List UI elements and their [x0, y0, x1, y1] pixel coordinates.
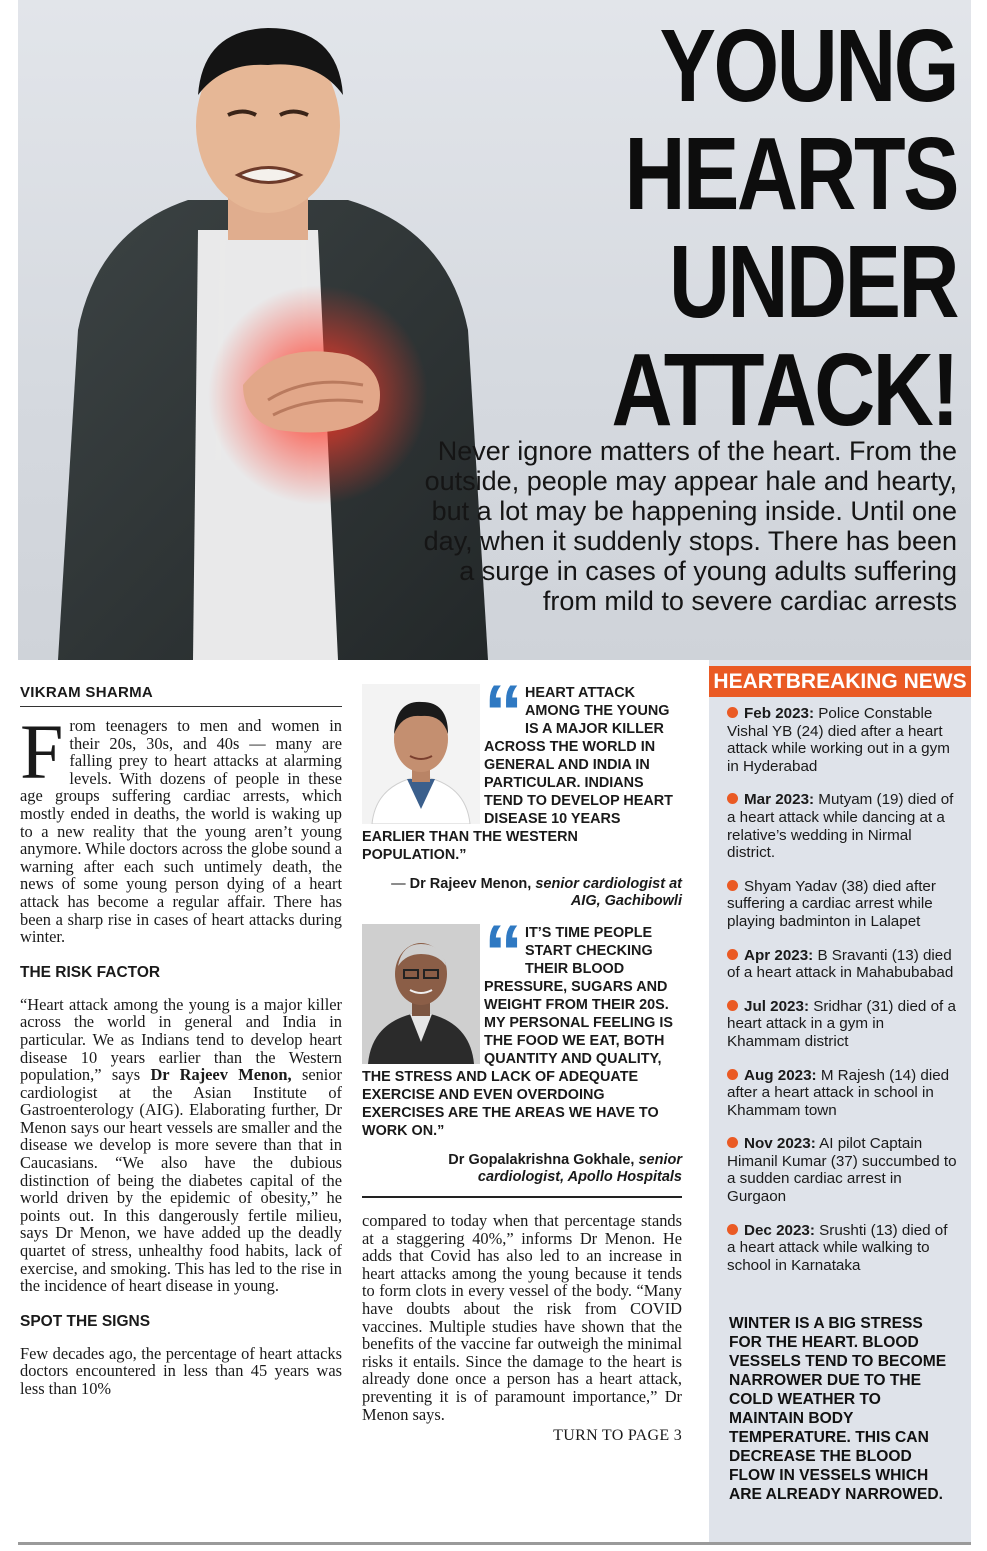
item-text: Mutyam (19) died of a heart attack while dancing at a relative’s wedding in Nirmal district.	[727, 791, 954, 862]
headline-line-3: UNDER	[668, 224, 957, 339]
dr-gopalakrishna-gokhale-portrait	[362, 924, 480, 1064]
page-bottom-rule	[18, 1542, 971, 1545]
intro-text: rom teenagers to men and women in their 20s, 30s, and 40s — many are falling prey to heart attacks at alarming levels. With dozens of people in these age groups suffering cardiac arrests, which mostly ended in deaths, the world is waking up to a new reality that the young aren’t young anymore. While doctors across the globe sound a warning after each such untimely death, the news of some young person dying of a heart attack has become a regular affair. There has been a sharp rise in cases of heart attacks during winter.	[20, 716, 342, 947]
item-date: Jul 2023:	[744, 997, 810, 1015]
list-item	[727, 1222, 957, 1275]
item-date: Nov 2023:	[744, 1135, 816, 1153]
spot-signs-heading: SPOT THE SIGNS	[20, 1312, 151, 1330]
quote-mark-icon: “	[484, 908, 517, 996]
news-list	[709, 697, 971, 1274]
item-date: Mar 2023:	[744, 791, 815, 809]
hero-banner	[18, 0, 971, 660]
drop-cap: F	[20, 708, 64, 795]
bullet-icon	[727, 793, 738, 804]
quote-role-1: senior cardiologist at AIG, Gachibowli	[535, 876, 682, 909]
byline: VIKRAM SHARMA	[20, 684, 342, 707]
risk-text-1: “Heart attack among the young is a major killer across the world in general and India in particular. We as Indians tend to develop heart disease 10 years earlier than the Western population,” says	[20, 994, 342, 1085]
bullet-icon	[727, 1137, 738, 1148]
spot-signs-paragraph: Few decades ago, the percentage of heart attacks doctors encountered in less than 45 years was less than 10%	[20, 1343, 342, 1398]
headline-line-2: HEARTS	[624, 116, 957, 231]
list-item	[727, 705, 957, 775]
list-item	[727, 791, 957, 861]
list-item	[727, 1067, 957, 1120]
pull-quote-2	[362, 908, 682, 1186]
quote-text-1: HEART ATTACK AMONG THE YOUNG IS A MAJOR KILLER ACROSS THE WORLD IN GENERAL AND INDIA IN PARTICULAR. INDIANS TEND TO DEVELOP HEART DISEASE 10 YEARS EARLIER THAN THE WESTERN POPULATION.”	[362, 685, 673, 863]
pull-quote-1	[362, 668, 682, 910]
bullet-icon	[727, 949, 738, 960]
item-date: Dec 2023:	[744, 1221, 815, 1239]
item-date: Apr 2023:	[744, 946, 814, 964]
bullet-icon	[727, 1069, 738, 1080]
bullet-icon	[727, 1224, 738, 1235]
turn-to-page[interactable]: TURN TO PAGE 3	[553, 1427, 682, 1445]
article-column-2	[362, 668, 682, 1445]
list-item	[727, 947, 957, 982]
quote-mark-icon: “	[484, 668, 517, 756]
standfirst: Never ignore matters of the heart. From the outside, people may appear hale and hearty, but a lot may be happening inside. Until one day, when it suddenly stops. There has been a surge in cases of young adults suffering from mild to severe cardiac arrests	[423, 436, 957, 616]
spot-signs-continued: compared to today when that percentage stands at a staggering 40%,” informs Dr Menon. He adds that Covid has also led to an increase in heart attacks among the young because it tends to form clots in every vessel of the body. “Many have doubts about the risk from COVID vaccines. Multiple studies have shown that the benefits of the vaccine far outweigh the minimal risks it entails. Since the damage to the heart is already done once a person has a heart attack, preventing it is of paramount importance,” Dr Menon says.	[362, 1211, 682, 1424]
risk-factor-heading: THE RISK FACTOR	[20, 963, 161, 981]
quote-role-2: senior cardiologist, Apollo Hospitals	[477, 1152, 682, 1185]
quote-name-2: Dr Gopalakrishna Gokhale,	[448, 1152, 635, 1168]
item-text: M Rajesh (14) died after a heart attack in school in Khammam town	[727, 1066, 950, 1119]
quote-attribution-2	[362, 1140, 682, 1186]
list-item	[727, 878, 957, 931]
item-text: Sridhar (31) died of a heart attack in a gym in Khammam district	[727, 997, 956, 1050]
risk-text-2: senior cardiologist at the Asian Institute of Gastroenterology (AIG). Elaborating further, Dr Menon says our heart vessels are smaller and the disease we develop is more severe than that in Caucasians. “We also have the dubious distinction of being the diabetes capital of the world driven by the epidemic of obesity,” he points out. In this dangerously fertile milieu, says Dr Menon, we have added up the deadly quartet of stress, unhealthy food habits, lack of exercise, and smoking. This has led to the rise in the incidence of heart disease in young.	[20, 1065, 342, 1296]
item-date: Aug 2023:	[744, 1066, 817, 1084]
column-divider	[362, 1196, 682, 1198]
quote-attribution-1: — Dr Rajeev Menon, senior cardiologist at AIG, Gachibowli	[391, 876, 682, 909]
bullet-icon	[727, 707, 738, 718]
bullet-icon	[727, 1000, 738, 1011]
item-text: Srushti (13) died of a heart attack while walking to school in Karnataka	[727, 1221, 948, 1274]
headline	[531, 8, 957, 447]
quote-text-2: IT’S TIME PEOPLE START CHECKING THEIR BLOOD PRESSURE, SUGARS AND WEIGHT FROM THEIR 20S. MY PERSONAL FEELING IS THE FOOD WE EAT, BOTH QUANTITY AND QUALITY, THE STRESS AND LACK OF ADEQUATE EXERCISE AND EVEN OVERDOING EXERCISES ARE THE AREAS WE HAVE TO WORK ON.”	[362, 925, 673, 1139]
intro-paragraph	[20, 708, 342, 947]
article-column-1	[20, 684, 342, 1398]
sidebar-heading: HEARTBREAKING NEWS	[709, 666, 971, 697]
item-text: B Sravanti (13) died of a heart attack in Mahabubabad	[727, 946, 954, 982]
bullet-icon	[727, 880, 738, 891]
quote-name-1: Dr Rajeev Menon,	[409, 876, 532, 892]
list-item	[727, 998, 957, 1051]
list-item	[727, 1135, 957, 1205]
dr-rajeev-menon-portrait	[362, 684, 480, 824]
headline-line-4: ATTACK!	[611, 332, 957, 447]
heartbreaking-news-sidebar	[709, 660, 971, 1542]
risk-doctor-name: Dr Rajeev Menon,	[150, 1065, 292, 1085]
headline-line-1: YOUNG	[659, 8, 957, 123]
risk-factor-paragraph	[20, 996, 342, 1295]
winter-callout: WINTER IS A BIG STRESS FOR THE HEART. BLOOD VESSELS TEND TO BECOME NARROWER DUE TO THE COLD WEATHER TO MAINTAIN BODY TEMPERATURE. THIS CAN DECREASE THE BLOOD FLOW IN VESSELS WHICH ARE ALREADY NARROWED.	[729, 1315, 947, 1503]
item-date: Feb 2023:	[744, 705, 815, 722]
item-text: Shyam Yadav (38) died after suffering a cardiac arrest while playing badminton in Lalapet	[727, 877, 936, 930]
item-text: Police Constable Vishal YB (24) died after a heart attack while working out in a gym in Hyderabad	[727, 705, 950, 775]
item-text: AI pilot Captain Himanil Kumar (37) succumbed to a sudden cardiac arrest in Gurgaon	[727, 1135, 957, 1206]
